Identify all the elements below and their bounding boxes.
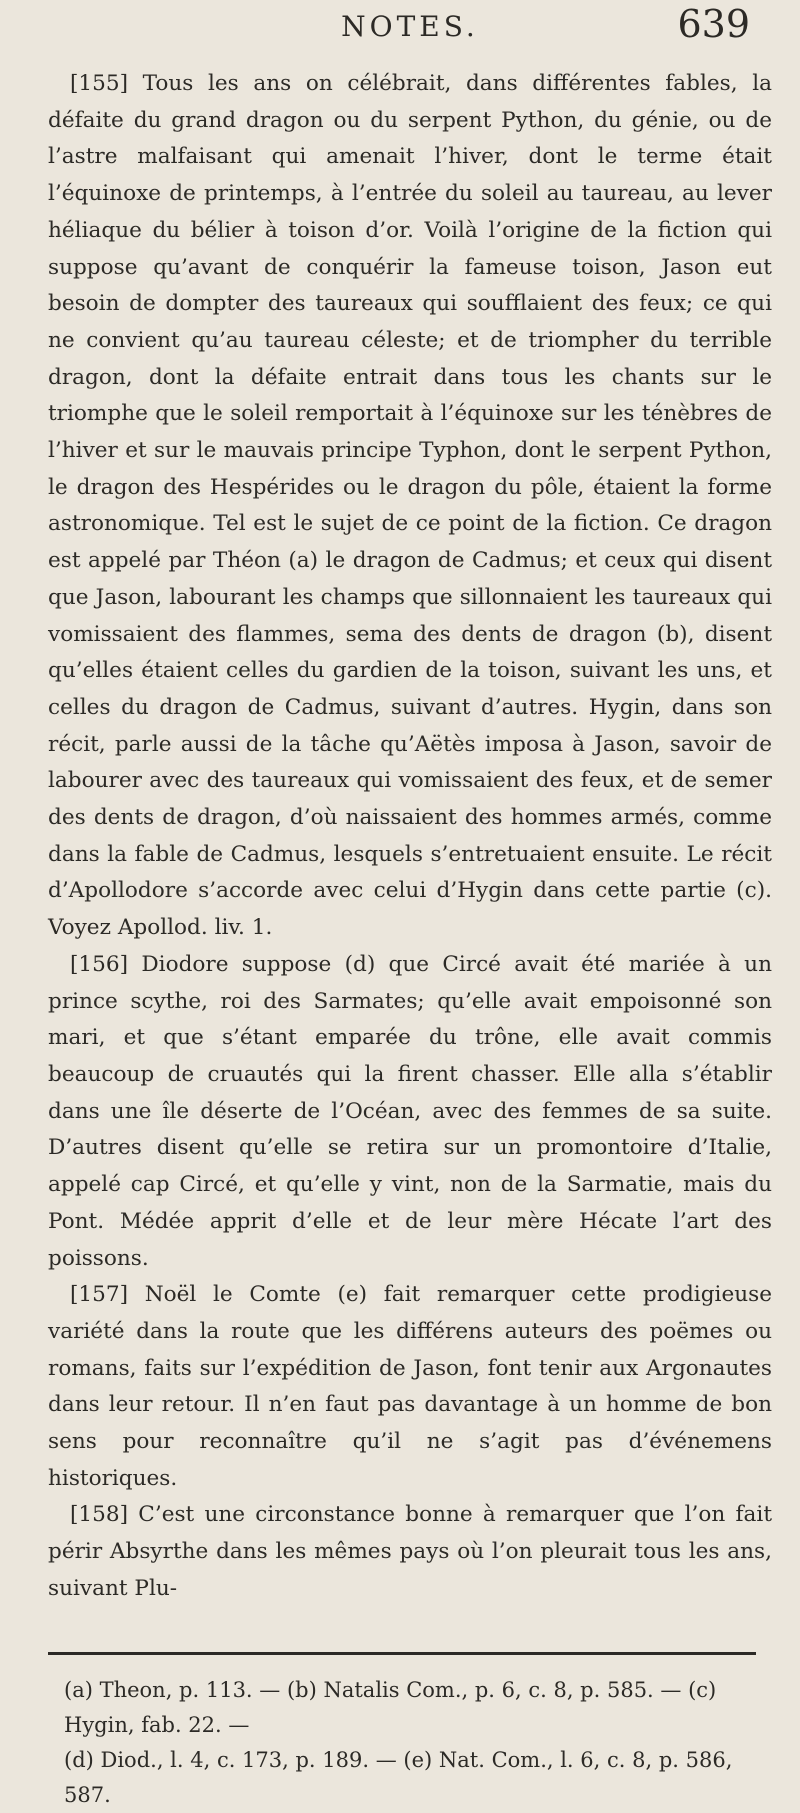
body-text — [48, 66, 772, 1608]
note-155-paragraph: [155] Tous les ans on célébrait, dans différentes fables, la défaite du grand dragon ou du serpent Python, du génie, ou de l’astre malfaisant qui amenait l’hiver, dont le terme était l’équinoxe de printemps, à l’entrée du soleil au taureau, au lever héliaque du bélier à toison d’or. Voilà l’origine de la fiction qui suppose qu’avant de conquérir la fameuse toison, Jason eut besoin de dompter des taureaux qui soufflaient des feux; ce qui ne convient qu’au taureau céleste; et de triompher du terrible dragon, dont la défaite entrait dans tous les chants sur le triomphe que le soleil remportait à l’équinoxe sur les ténèbres de l’hiver et sur le mauvais principe Typhon, dont le serpent Python, le dragon des Hespérides ou le dragon du pôle, étaient la forme astronomique. Tel est le sujet de ce point de la fiction. Ce dragon est appelé par Théon (a) le dragon de Cadmus; et ceux qui disent que Jason, labourant les champs que sillonnaient les taureaux qui vomissaient des flammes, sema des dents de dragon (b), disent qu’elles étaient celles du gardien de la toison, suivant les uns, et celles du dragon de Cadmus, suivant d’autres. Hygin, dans son récit, parle aussi de la tâche qu’Aëtès imposa à Jason, savoir de labourer avec des taureaux qui vomissaient des feux, et de semer des dents de dragon, d’où naissaient des hommes armés, comme dans la fable de Cadmus, lesquels s’entretuaient ensuite. Le récit d’Apollodore s’accorde avec celui d’Hygin dans cette partie (c). Voyez Apollod. liv. 1. — [48, 71, 772, 941]
page-number: 639 — [677, 2, 750, 46]
footnote-line: (a) Theon, p. 113. — (b) Natalis Com., p. 6, c. 8, p. 585. — (c) Hygin, fab. 22. — — [64, 1677, 717, 1737]
running-head — [48, 0, 772, 62]
note-158-paragraph: [158] C’est une circonstance bonne à remarquer que l’on fait périr Absyrthe dans les mêmes pays où l’on pleurait tous les ans, suivant Plu- — [48, 1502, 772, 1601]
note-156-paragraph: [156] Diodore suppose (d) que Circé avait été mariée à un prince scythe, roi des Sarmates; qu’elle avait empoisonné son mari, et que s’étant emparée du trône, elle avait commis beaucoup de cruautés qui la firent chasser. Elle alla s’établir dans une île déserte de l’Océan, avec des femmes de sa suite. D’autres disent qu’elle se retira sur un promontoire d’Italie, appelé cap Circé, et qu’elle y vint, non de la Sarmatie, mais du Pont. Médée apprit d’elle et de leur mère Hécate l’art des poissons. — [48, 951, 772, 1271]
note-157-paragraph: [157] Noël le Comte (e) fait remarquer cette prodigieuse variété dans la route que les différens auteurs des poëmes ou romans, faits sur l’expédition de Jason, font tenir aux Argonautes dans leur retour. Il n’en faut pas davantage à un homme de bon sens pour reconnaître qu’il ne s’agit pas d’événemens historiques. — [48, 1282, 772, 1491]
footnotes — [48, 1673, 772, 1813]
footnote-line: (d) Diod., l. 4, c. 173, p. 189. — (e) Nat. Com., l. 6, c. 8, p. 586, 587. — [64, 1747, 733, 1807]
footnote-divider — [48, 1652, 756, 1655]
running-head-title: NOTES. — [341, 10, 479, 43]
